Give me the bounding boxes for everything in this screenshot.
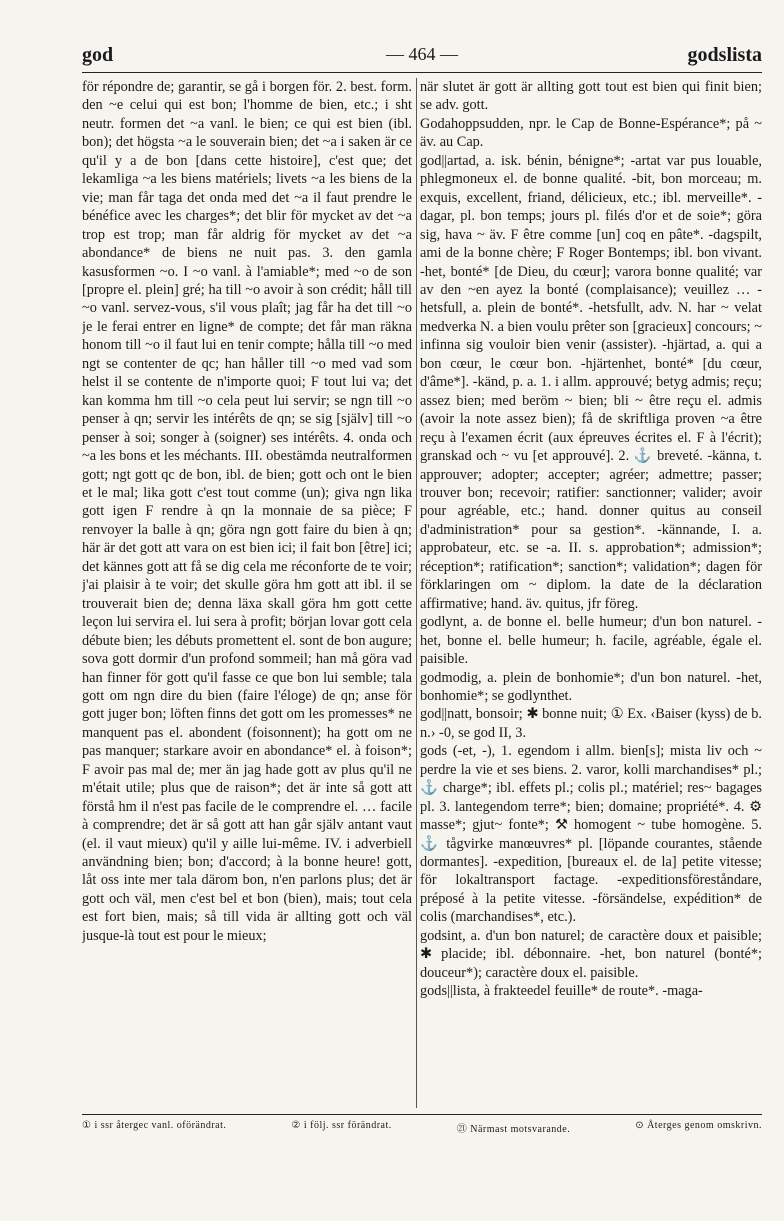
entry-text: godsint, a. d'un bon naturel; de caractère doux et paisible; ✱ placide; ibl. débonnaire. -het, bon naturel (bonté*; douceur*); caractère doux el. paisible. [420,927,762,981]
footnote-rule [82,1114,762,1115]
header-first-word: god [82,44,114,66]
page-header [82,40,762,70]
entry-text: god||artad, a. isk. bénin, bénigne*; -artat var pus louable, phlegmoneux el. de bonne qualité. -bit, bon morceau; m. exquis, excellent, friand, délicieux, etc.; ibl. merveille*. -dagar, pl. bon temps; jours pl. filés d'or et de soie*; göra sig, hava ~ äv. F être comme [un] coq en pâte*. -dagspilt, ami de la bonne chère; F Roger Bontemps; ibl. bon vivant. -het, bonté* [de Dieu, du cœur]; varora bonne qualité; var av den ~en ayez la bonté (complaisance); veuillez … -hetsfull, a. plein de bonté*. -hetsfullt, adv. N. har ~ velat medverka N. a bien voulu prêter son [gracieux] concours; ~ infinna sig vouloir bien venir (assister). -hjärtad, a. qui a bon cœur, le cœur bon. -hjärtenhet, bonté* [du cœur, d'âme*]. -känd, p. a. 1. i allm. approuvé; betyg admis; reçu; assez bien; med beröm ~ bien; bli ~ être reçu el. admis (avoir la note assez bien); få de skriftliga proven ~a être reçu à l'examen écrit (aux épreuves écrites el. F à l'écrit); granskad och ~ vu [et approuvé]. 2. ⚓ breveté. -känna, t. approuver; adopter; accepter; agréer; admettre; passer; trouver bon; recevoir; ratifier: sanctionner; valider; avoir pour agréable, etc.; hand. donner quitus au conseil d'administration* pour sa gestion*. -kännande, I. a. approbateur, etc. se -a. II. s. approbation*; admission*; réception*; ratification*; sanction*; validation*; dagen för förklaringen om ~ diplom. la date de la déclaration affirmative; hand. äv. quitus, jfr föreg. [420,152,762,612]
entry-text: för répondre de; garantir, se gå i borgen för. 2. best. form. den ~e celui qui est bon; l'homme de bien, etc.; i sht neutr. formen det ~a vanl. le bien; ce qui est bien (ibl. bon); det högsta ~a le souverain bien; det ~a i saken är ce qu'il y a de bon [dans cette histoire], c'est que; det lekamliga ~a les biens matériels; livets ~a les biens de la vie; man får taga det onda med det ~a il faut prendre le bénéfice avec les charges*; det blir för mycket av det ~a trop est trop; man får aldrig för mycket av det ~a abondance* de biens ne nuit pas. 3. den gamla kasusformen ~o. I ~o vanl. à l'amiable*; med ~o de son [propre el. plein] gré; ha till ~o avoir à son crédit; håll till ~o vanl. servez-vous, s'il vous plaît; jag får ha det till ~o je le ferai entrer en ligne* de compte; det får man räkna honom till ~o il faut lui en tenir compte; hålla till ~o med ngt se contenter de qc; han håller till ~o med vad som helst il se contente de n'importe quoi; F tout lui va; det kan komma hm till ~o cela peut lui servir; se ngn till ~o penser à qn; servir les intérêts de qn; se sig [själv] till ~o penser à soi; songer à (soigner) ses intérêts. 4. onda och ~a les bons et les méchants. III. obestämda neutralformen gott; ngt gott qc de bon, ibl. de bien; gott och ont le bien et le mal; lika gott c'est tout comme (un); giva ngn lika gott igen F rendre à qn la monnaie de sa pièce; F renvoyer la balle à qn; göra ngn gott faire du bien à qn; här är det gott att vara on est bien ici; il fait bon [être] ici; det kännes gott att få se dig cela me réconforte de te voir; j'ai plaisir à te voir; det skulle göra hm gott att ibl. il se trouverait bien de; denna läxa skall göra hm gott cette leçon lui servira el. lui sera à profit; början lovar gott cela débute bien; les débuts promettent el. sont de bon augure; sova gott dormir d'un profond sommeil; han må göra vad han finner för gott qu'il fasse ce que bon lui semble; tala gott om ngn dire du bien (faire l'éloge) de qn; anse för gott juger bon; löften finns det gott om les promesses* ne manquent pas el. abondent (foisonnent); ha gott om ne pas manquer; starkare avoir en abondance* el. à foison*; F avoir pas mal de; mer än jag hade gott av plus qu'il ne m'était utile; plus que de raison*; det är inte så gott att förstå hm il n'est pas facile de le comprendre el. … facile à comprendre; det är så gott att han går själv antant vaut (el. il vaut mieux) qu'il y aille lui-même. IV. i adverbiell användning bien; bon; d'accord; à la bonne heure! gott, låt oss inte mer tala därom bon, n'en parlons plus; det är gott och väl, men c'est bel et bon (bien), mais; tout cela est fort bien, mais; så till vida är allting gott och väl jusque-là tout est pour le mieux; [82,79,412,944]
entry-text: Godahoppsudden, npr. le Cap de Bonne-Espérance*; på ~ äv. au Cap. [420,115,762,151]
footnote-legend [82,1120,762,1135]
header-rule [82,72,762,73]
footnote-item: ㉑ Närmast motsvarande. [456,1124,571,1135]
page-number: — 464 — [386,44,458,64]
column-divider [416,78,417,1108]
footnote-item: ⊙ Återges genom omskrivn. [635,1120,762,1131]
entry-text: god||natt, bonsoir; ✱ bonne nuit; ① Ex. ‹Baiser (kyss) de b. n.› -0, se god II, 3. [420,706,762,741]
footnote-item: ① i ssr återgeс vanl. oförändrat. [82,1120,227,1131]
right-column [420,78,762,1108]
entry-text: godmodig, a. plein de bonhomie*; d'un bon naturel. -het, bonhomie*; se godlynthet. [420,669,762,704]
entry-text: gods (-et, -), 1. egendom i allm. bien[s]; mista liv och ~ perdre la vie et ses biens. 2. varor, kolli marchandises* pl.; ⚓ charge*; ibl. effets pl.; colis pl.; matériel; res~ bagages pl. 3. lantegendom terre*; bien; domaine; propriété*. 4. ⚙ masse*; gjut~ fonte*; ⚒ homogent ~ tube homogène. 5. ⚓ tågvirke manœuvres* pl. [löpande courantes, stående dormantes]. -expedition, [bureaux el. de la] petite vitesse; för lokaltransport factage. -expeditionsföreståndare, préposé à la petite vitesse. -försändelse, expédition* de colis (marchandises*, etc.). [420,743,762,926]
header-last-word: godslista [687,44,762,66]
left-column [82,78,412,1108]
entry-text: godlynt, a. de bonne el. belle humeur; d'un bon naturel. -het, bonne el. belle humeur; h. facile, agréable, égale el. paisible. [420,614,762,668]
entry-text: gods||lista, à frakteedel feuille* de route*. -maga- [420,983,703,1000]
footnote-item: ② i följ. ssr förändrat. [291,1120,392,1131]
entry-text: när slutet är gott är allting gott tout est bien qui finit bien; se adv. gott. [420,79,762,114]
